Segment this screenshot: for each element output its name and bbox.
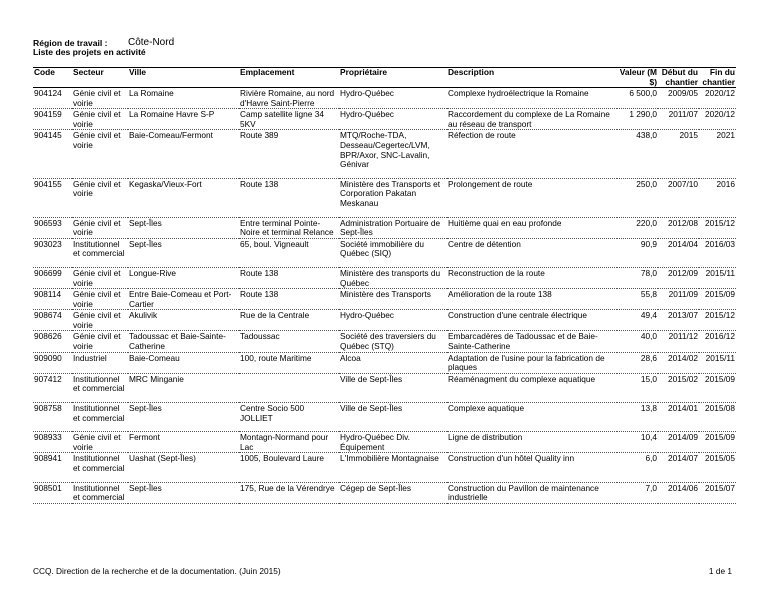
cell-proprietaire: Cégep de Sept-Îles (340, 482, 412, 493)
cell-fin: 2016/12 (705, 331, 735, 342)
cell-emplacement: 1005, Boulevard Laure (240, 453, 324, 464)
table-row (33, 403, 736, 432)
cell-description: Embarcadères de Tadoussac et de Baie-Sainte-Catherine (448, 331, 598, 352)
cell-valeur: 40,0 (640, 331, 657, 342)
cell-code: 909090 (34, 352, 62, 363)
cell-code: 908674 (34, 310, 62, 321)
cell-description: Ligne de distribution (448, 432, 523, 443)
cell-fin: 2015/11 (705, 352, 735, 363)
table-row (33, 289, 736, 310)
cell-emplacement: Route 138 (240, 178, 279, 189)
cell-debut: 2007/10 (668, 178, 698, 189)
table-row (33, 217, 736, 238)
cell-code: 904155 (34, 178, 62, 189)
cell-secteur: Génie civil et voirie (73, 109, 121, 129)
cell-description: Complexe hydroélectrique la Romaine (448, 88, 589, 98)
cell-secteur: Génie civil et voirie (73, 178, 121, 199)
cell-fin: 2020/12 (705, 109, 735, 120)
cell-secteur: Génie civil et voirie (73, 217, 121, 238)
cell-proprietaire: Société immobilière du Québec (SIQ) (340, 238, 424, 259)
cell-secteur: Génie civil et voirie (73, 432, 121, 452)
cell-proprietaire: Société des traversiers du Québec (STQ) (340, 331, 436, 352)
cell-debut: 2011/09 (668, 289, 698, 300)
cell-secteur: Industriel (73, 352, 107, 363)
cell-description: Complexe aquatique (448, 403, 525, 414)
cell-ville: Sept-Îles (129, 217, 162, 228)
cell-valeur: 13,8 (640, 403, 657, 414)
cell-emplacement: 65, boul. Vigneault (240, 238, 309, 249)
cell-debut: 2012/08 (668, 217, 698, 228)
projects-table (33, 67, 736, 504)
cell-description: Adaptation de l'usine pour la fabrication de plaques (448, 352, 605, 373)
cell-secteur: Génie civil et voirie (73, 88, 121, 108)
cell-debut: 2014/09 (668, 432, 698, 443)
column-header-ville: Ville (129, 67, 147, 77)
cell-secteur: Institutionnel et commercial (73, 482, 125, 503)
cell-code: 904159 (34, 109, 62, 120)
cell-debut: 2011/07 (668, 109, 698, 120)
cell-code: 904124 (34, 88, 62, 98)
cell-description: Construction d'une centrale électrique (448, 310, 588, 321)
cell-ville: Akulivik (129, 310, 158, 321)
cell-ville: Sept-Îles (129, 238, 162, 249)
cell-proprietaire: Administration Portuaire de Sept-Îles (340, 217, 441, 238)
cell-emplacement (239, 373, 339, 402)
cell-valeur: 6,0 (645, 453, 657, 464)
cell-code: 908114 (34, 289, 62, 300)
cell-emplacement: Tadoussac (240, 331, 280, 342)
cell-fin: 2015/12 (705, 310, 735, 321)
table-row (33, 352, 736, 373)
region-label: Région de travail : (33, 38, 108, 48)
column-header-secteur: Secteur (73, 67, 104, 77)
cell-description: Réaménagment du complexe aquatique (448, 373, 596, 384)
cell-emplacement: Montagn-Normand pour Lac (240, 432, 329, 452)
table-row (33, 331, 736, 352)
table-row (33, 373, 736, 402)
cell-code: 908941 (34, 453, 62, 464)
cell-ville: MRC Minganie (129, 373, 184, 384)
cell-proprietaire: MTQ/Roche-TDA, Desseau/Cegertec/LVM, BPR/Axor, SNC-Lavalin, Génivar (340, 130, 430, 170)
cell-description: Prolongement de route (448, 178, 533, 189)
cell-code: 906699 (34, 267, 62, 278)
cell-code: 907412 (34, 373, 62, 384)
cell-valeur: 10,4 (640, 432, 657, 443)
footer-source: CCQ. Direction de la recherche et de la documentation. (Juin 2015) (33, 566, 281, 576)
cell-debut: 2015 (679, 130, 698, 141)
cell-code: 906593 (34, 217, 62, 228)
cell-debut: 2014/04 (668, 238, 698, 249)
cell-secteur: Institutionnel et commercial (73, 453, 125, 473)
cell-ville: Tadoussac et Baie-Sainte-Catherine (129, 331, 226, 352)
cell-valeur: 220,0 (636, 217, 657, 228)
region-value: Côte-Nord (128, 37, 175, 48)
cell-code: 908758 (34, 403, 62, 414)
column-header-valeur: Valeur (M $) (619, 67, 657, 87)
column-header-fin: Fin du chantier (702, 67, 735, 87)
table-row (33, 178, 736, 217)
cell-code: 903023 (34, 238, 62, 249)
cell-emplacement: Route 389 (240, 130, 279, 141)
cell-debut: 2014/06 (668, 482, 698, 493)
column-header-code: Code (34, 67, 55, 77)
table-header-row (33, 68, 736, 88)
cell-proprietaire: Ministère des transports du Québec (340, 267, 441, 288)
cell-fin: 2015/09 (705, 432, 735, 443)
column-header-proprietaire: Propriétaire (340, 67, 388, 77)
cell-description: Construction d'un hôtel Quality inn (448, 453, 575, 464)
cell-emplacement: Route 138 (240, 267, 279, 278)
cell-ville: Baie-Comeau/Fermont (129, 130, 213, 141)
cell-secteur: Génie civil et voirie (73, 289, 121, 309)
cell-valeur: 55,8 (640, 289, 657, 300)
cell-proprietaire: Alcoa (340, 352, 361, 363)
page-subtitle: Liste des projets en activité (33, 47, 146, 57)
cell-debut: 2014/02 (668, 352, 698, 363)
cell-valeur: 28,6 (640, 352, 657, 363)
cell-fin: 2016 (716, 178, 735, 189)
table-row (33, 310, 736, 331)
cell-ville: Baie-Comeau (129, 352, 180, 363)
cell-fin: 2016/03 (705, 238, 735, 249)
cell-secteur: Génie civil et voirie (73, 130, 121, 150)
cell-fin: 2015/12 (705, 217, 735, 228)
cell-ville: Sept-Îles (129, 482, 162, 493)
cell-emplacement: Route 138 (240, 289, 279, 300)
table-row (33, 88, 736, 109)
cell-fin: 2015/08 (705, 403, 735, 414)
table-row (33, 109, 736, 130)
cell-secteur: Institutionnel et commercial (73, 238, 125, 259)
cell-valeur: 250,0 (636, 178, 657, 189)
cell-secteur: Institutionnel et commercial (73, 403, 125, 423)
cell-proprietaire: Hydro-Québec Div. Équipement (340, 432, 410, 452)
cell-valeur: 438,0 (636, 130, 657, 141)
cell-fin: 2015/05 (705, 453, 735, 464)
cell-description: Construction du Pavillon de maintenance industrielle (448, 482, 599, 503)
cell-valeur: 6 500,0 (629, 88, 657, 98)
cell-description: Centre de détention (448, 238, 521, 249)
cell-proprietaire: Ville de Sept-Îles (340, 373, 403, 384)
cell-ville: Longue-Rive (129, 267, 177, 278)
cell-fin: 2015/07 (705, 482, 735, 493)
cell-ville: Entre Baie-Comeau et Port-Cartier (129, 289, 232, 309)
cell-proprietaire: Ville de Sept-Îles (340, 403, 403, 414)
cell-ville: La Romaine Havre S-P (129, 109, 215, 120)
cell-valeur: 49,4 (640, 310, 657, 321)
cell-ville: Kegaska/Vieux-Fort (129, 178, 202, 189)
table-row (33, 238, 736, 267)
cell-emplacement: Camp satellite ligne 34 5KV (240, 109, 324, 129)
cell-emplacement: Rivière Romaine, au nord d'Havre Saint-Pierre (240, 88, 335, 108)
table-row (33, 432, 736, 453)
cell-proprietaire: Hydro-Québec (340, 109, 394, 120)
cell-code: 908501 (34, 482, 62, 493)
cell-description: Reconstruction de la route (448, 267, 545, 278)
cell-valeur: 78,0 (640, 267, 657, 278)
cell-ville: Uashat (Sept-Îles) (129, 453, 196, 464)
cell-fin: 2021 (716, 130, 735, 141)
cell-secteur: Génie civil et voirie (73, 331, 121, 352)
cell-fin: 2015/09 (705, 289, 735, 300)
cell-debut: 2013/07 (668, 310, 698, 321)
cell-description: Réfection de route (448, 130, 516, 141)
cell-debut: 2014/07 (668, 453, 698, 464)
cell-code: 908626 (34, 331, 62, 342)
cell-valeur: 1 290,0 (629, 109, 657, 120)
column-header-emplacement: Emplacement (240, 67, 295, 77)
table-row (33, 453, 736, 482)
cell-fin: 2015/11 (705, 267, 735, 278)
cell-secteur: Génie civil et voirie (73, 267, 121, 288)
cell-valeur: 7,0 (645, 482, 657, 493)
cell-debut: 2011/12 (668, 331, 698, 342)
column-header-debut: Début du chantier (661, 67, 698, 87)
cell-valeur: 90,9 (640, 238, 657, 249)
cell-proprietaire: Hydro-Québec (340, 88, 394, 98)
table-row (33, 130, 736, 178)
cell-proprietaire: Hydro-Québec (340, 310, 394, 321)
table-row (33, 482, 736, 503)
cell-description: Raccordement du complexe de La Romaine au réseau de transport (448, 109, 610, 129)
column-header-description: Description (448, 67, 495, 77)
table-row (33, 267, 736, 288)
cell-ville: Sept-Îles (129, 403, 162, 414)
cell-debut: 2012/09 (668, 267, 698, 278)
cell-emplacement: Rue de la Centrale (240, 310, 310, 321)
cell-code: 904145 (34, 130, 62, 141)
footer-page-number: 1 de 1 (708, 566, 732, 576)
cell-emplacement: Entre terminal Pointe-Noire et terminal Relance (240, 217, 334, 238)
cell-debut: 2014/01 (668, 403, 698, 414)
cell-emplacement: 175, Rue de la Vérendrye (240, 482, 335, 493)
table-body (33, 88, 736, 504)
cell-valeur: 15,0 (640, 373, 657, 384)
cell-secteur: Génie civil et voirie (73, 310, 121, 330)
cell-secteur: Institutionnel et commercial (73, 373, 125, 394)
cell-debut: 2009/05 (668, 88, 698, 98)
cell-proprietaire: Ministère des Transports et Corporation Pakatan Meskanau (340, 178, 441, 208)
cell-proprietaire: L'Immobilière Montagnaise (340, 453, 439, 464)
cell-emplacement: Centre Socio 500 JOLLIET (240, 403, 305, 423)
cell-fin: 2015/09 (705, 373, 735, 384)
cell-description: Amélioration de la route 138 (448, 289, 552, 300)
cell-proprietaire: Ministère des Transports (340, 289, 431, 300)
cell-code: 908933 (34, 432, 62, 443)
cell-description: Huitième quai en eau profonde (448, 217, 562, 228)
cell-ville: Fermont (129, 432, 160, 443)
cell-debut: 2015/02 (668, 373, 698, 384)
cell-emplacement: 100, route Maritime (240, 352, 312, 363)
cell-ville: La Romaine (129, 88, 174, 98)
cell-fin: 2020/12 (705, 88, 735, 98)
